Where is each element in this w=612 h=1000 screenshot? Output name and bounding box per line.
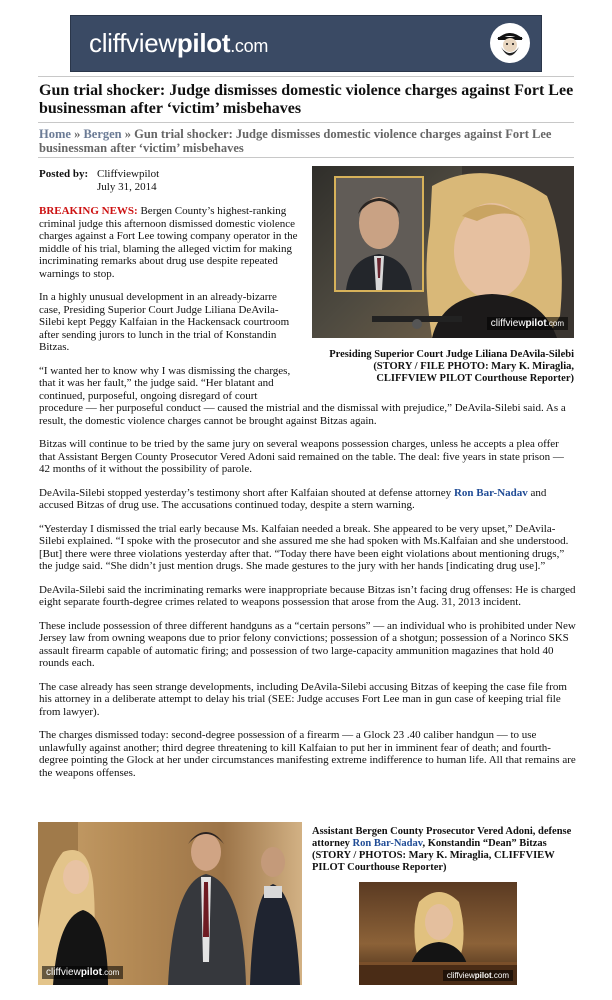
watermark-logo: cliffviewpilot.com [443, 970, 513, 981]
article-paragraph: DeAvila-Silebi stopped yesterday’s testimony short after Kalfaian shouted at defense attorney Ron Bar-Nadav and accused Bitzas of drug use. The accusations continued today, despite a stern warning. [39, 486, 547, 511]
breadcrumb: Home » Bergen » Gun trial shocker: Judge dismisses domestic violence charges against Fort Lee businessman after ‘victim’ misbehaves [39, 127, 552, 155]
watermark-logo: cliffviewpilot.com [42, 966, 123, 979]
byline-date: July 31, 2014 [97, 181, 157, 193]
page-title: Gun trial shocker: Judge dismisses domestic violence charges against Fort Lee businessman after ‘victim’ misbehaves [39, 82, 574, 117]
article-paragraph: These include possession of three different handguns as a “certain persons” — an individual who is prohibited under New Jersey law from owning weapons due to prior felony convictions; possession of a shotgun; possession of a Norinco SKS assault firearm capable of automatic firing; and possession of two large-capacity ammunition magazines that hold 40 rounds each. [39, 619, 576, 669]
article-paragraph: “Yesterday I dismissed the trial early because Ms. Kalfaian needed a break. She appeared to be very upset,” DeAvila-Silebi explained. “I spoke with the prosecutor and she assured me she had spoken with Ms.Kalfaian and she understood. [But] there were three violations yesterday after that. “Today there have been eight violations about mentioning drugs,” the judge said. “She didn’t just mention drugs. She made gestures to the jury with her hands [indicating drug use].” [39, 522, 569, 572]
breadcrumb-current: Gun trial shocker: Judge dismisses domestic violence charges against Fort Lee businessman after ‘victim’ misbehaves [39, 127, 552, 155]
article-paragraph: “I wanted her to know why I was dismissing the charges, that it was her fault,” the judge said. “Her blatant and continued, purposeful, ongoing disregard of court procedure — her purposeful conduct — caused the mistrial and the dismissal with prejudice,” DeAvila-Silebi said. As a result, the domestic violence charges cannot be brought against Bitzas again. [39, 364, 566, 427]
article-paragraph: The charges dismissed today: second-degree possession of a firearm — a Glock 23 .40 caliber handgun — to use unlawfully against another; third degree threatening to kill Kalfaian to put her in imminent fear of death; and fourth-degree pointing the Glock at her under circumstances manifesting extreme indifference to human life. All that remains are the weapons offenses. [39, 729, 576, 779]
bearded-man-icon [489, 22, 531, 64]
divider [38, 76, 574, 77]
breaking-news-tag: BREAKING NEWS: [39, 205, 138, 217]
photo-caption: Presiding Superior Court Judge Liliana DeAvila-Silebi (STORY / FILE PHOTO: Mary K. Miraglia, CLIFFVIEW PILOT Courthouse Reporter) [329, 349, 574, 384]
attorney-link[interactable]: Ron Bar-Nadav [352, 838, 423, 849]
courtroom-group-photo[interactable] [38, 822, 302, 985]
breadcrumb-section[interactable]: Bergen [83, 127, 122, 141]
byline [39, 168, 160, 193]
article-paragraph: The case already has seen strange developments, including DeAvila-Silebi accusing Bitzas of keeping the case file from his attorney in a deliberate attempt to delay his trial (SEE: Judge accuses Fort Lee man in gun case of keeping trial file from lawyer). [39, 680, 567, 718]
judge-bench-photo[interactable] [359, 882, 517, 985]
article-body [39, 205, 577, 790]
divider [38, 157, 574, 158]
article-paragraph: BREAKING NEWS: Bergen County’s highest-ranking criminal judge this afternoon dismissed domestic violence charges against a Fort Lee towing company operator in the middle of his trial, blaming the alleged victim for making incriminating remarks about drug use despite repeated warnings to stop. [39, 205, 298, 280]
byline-label: Posted by: [39, 168, 89, 180]
photo-caption: Assistant Bergen County Prosecutor Vered Adoni, defense attorney Ron Bar-Nadav, Konstandin “Dean” Bitzas (STORY / PHOTOS: Mary K. Miraglia, CLIFFVIEW PILOT Courthouse Reporter) [312, 826, 572, 873]
article-paragraph: DeAvila-Silebi said the incriminating remarks were inappropriate because Bitzas isn’t facing drug offenses: He is charged eight separate fourth-degree crimes related to weapons possession that arose from the Aug. 31, 2013 incident. [39, 583, 576, 608]
divider [38, 122, 574, 123]
breadcrumb-home[interactable]: Home [39, 127, 71, 141]
article-paragraph: In a highly unusual development in an already-bizarre case, Presiding Superior Court Judge Liliana DeAvila-Silebi kept Peggy Kalfaian in the Hackensack courtroom after sending jurors to lunch in the trial of Konstandin Bitzas. [39, 291, 290, 353]
article-paragraph: Bitzas will continue to be tried by the same jury on several weapons possession charges, unless he accepts a plea offer that Assistant Bergen County Prosecutor Vered Adoni said remained on the table. The deal: five years in state prison — 42 months of it without the possibility of parole. [39, 438, 564, 475]
attorney-link[interactable]: Ron Bar-Nadav [453, 486, 528, 499]
watermark-logo: cliffviewpilot.com [487, 317, 568, 330]
courtroom-figures-illustration [38, 822, 302, 985]
site-logo[interactable]: cliffviewpilot.com [89, 28, 269, 58]
site-banner[interactable] [70, 15, 542, 72]
byline-author[interactable]: Cliffviewpilot [97, 168, 160, 180]
